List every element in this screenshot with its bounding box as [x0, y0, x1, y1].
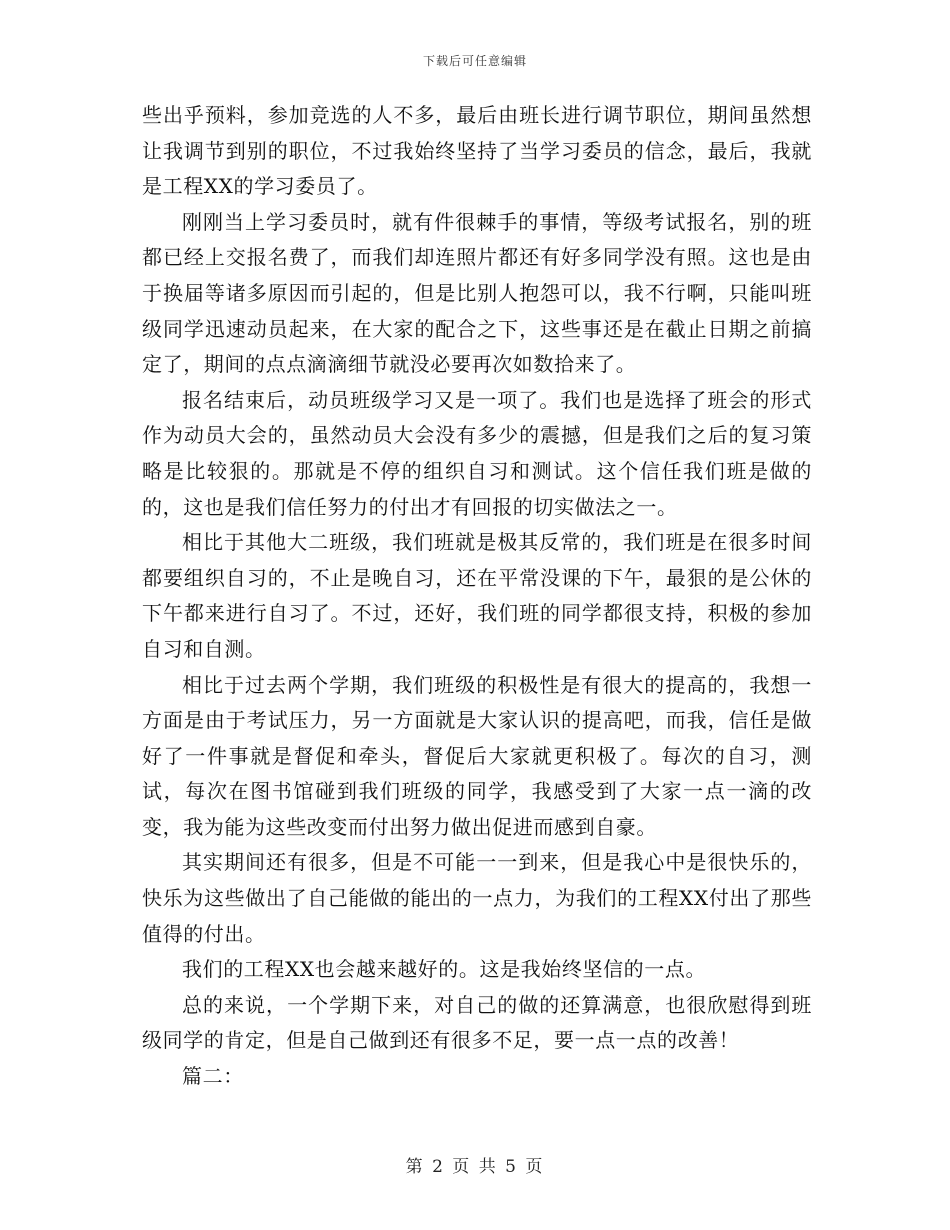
paragraph: 我们的工程XX也会越来越好的。这是我始终坚信的一点。 [182, 957, 707, 982]
paragraph: 总的来说，一个学期下来，对自己的做的还算满意，也很欣慰得到班级同学的肯定，但是自己做到还有很多不足，要一点一点的改善！ [142, 992, 812, 1053]
page-number-footer: 第 2 页 共 5 页 [405, 1157, 545, 1177]
page-header: 下载后可任意编辑 [422, 54, 527, 68]
document-body [142, 98, 812, 1095]
paragraph-continuation: 些出乎预料，参加竞选的人不多，最后由班长进行调节职位，期间虽然想让我调节到别的职位，不过我始终坚持了当学习委员的信念，最后，我就是工程XX的学习委员了。 [142, 103, 812, 199]
paragraph: 相比于其他大二班级，我们班就是极其反常的，我们班是在很多时间都要组织自习的，不止是晚自习，还在平常没课的下午，最狠的是公休的下午都来进行自习了。不过，还好，我们班的同学都很支持，积极的参加自习和自测。 [142, 530, 812, 661]
paragraph: 刚刚当上学习委员时，就有件很棘手的事情，等级考试报名，别的班都已经上交报名费了，而我们却连照片都还有好多同学没有照。这也是由于换届等诸多原因而引起的，但是比别人抱怨可以，我不行啊，只能叫班级同学迅速动员起来，在大家的配合之下，这些事还是在截止日期之前搞定了，期间的点点滴滴细节就没必要再次如数拾来了。 [142, 209, 812, 377]
paragraph: 其实期间还有很多，但是不可能一一到来，但是我心中是很快乐的，快乐为这些做出了自己能做的能出的一点力，为我们的工程XX付出了那些值得的付出。 [142, 850, 812, 946]
section-heading: 篇二： [182, 1064, 244, 1089]
paragraph: 报名结束后，动员班级学习又是一项了。我们也是选择了班会的形式作为动员大会的，虽然动员大会没有多少的震撼，但是我们之后的复习策略是比较狠的。那就是不停的组织自习和测试。这个信任我们班是做的的，这也是我们信任努力的付出才有回报的切实做法之一。 [142, 387, 812, 519]
paragraph: 相比于过去两个学期，我们班级的积极性是有很大的提高的，我想一方面是由于考试压力，另一方面就是大家认识的提高吧，而我，信任是做好了一件事就是督促和牵头，督促后大家就更积极了。每次的自习，测试，每次在图书馆碰到我们班级的同学，我感受到了大家一点一滴的改变，我为能为这些改变而付出努力做出促进而感到自豪。 [142, 672, 812, 839]
